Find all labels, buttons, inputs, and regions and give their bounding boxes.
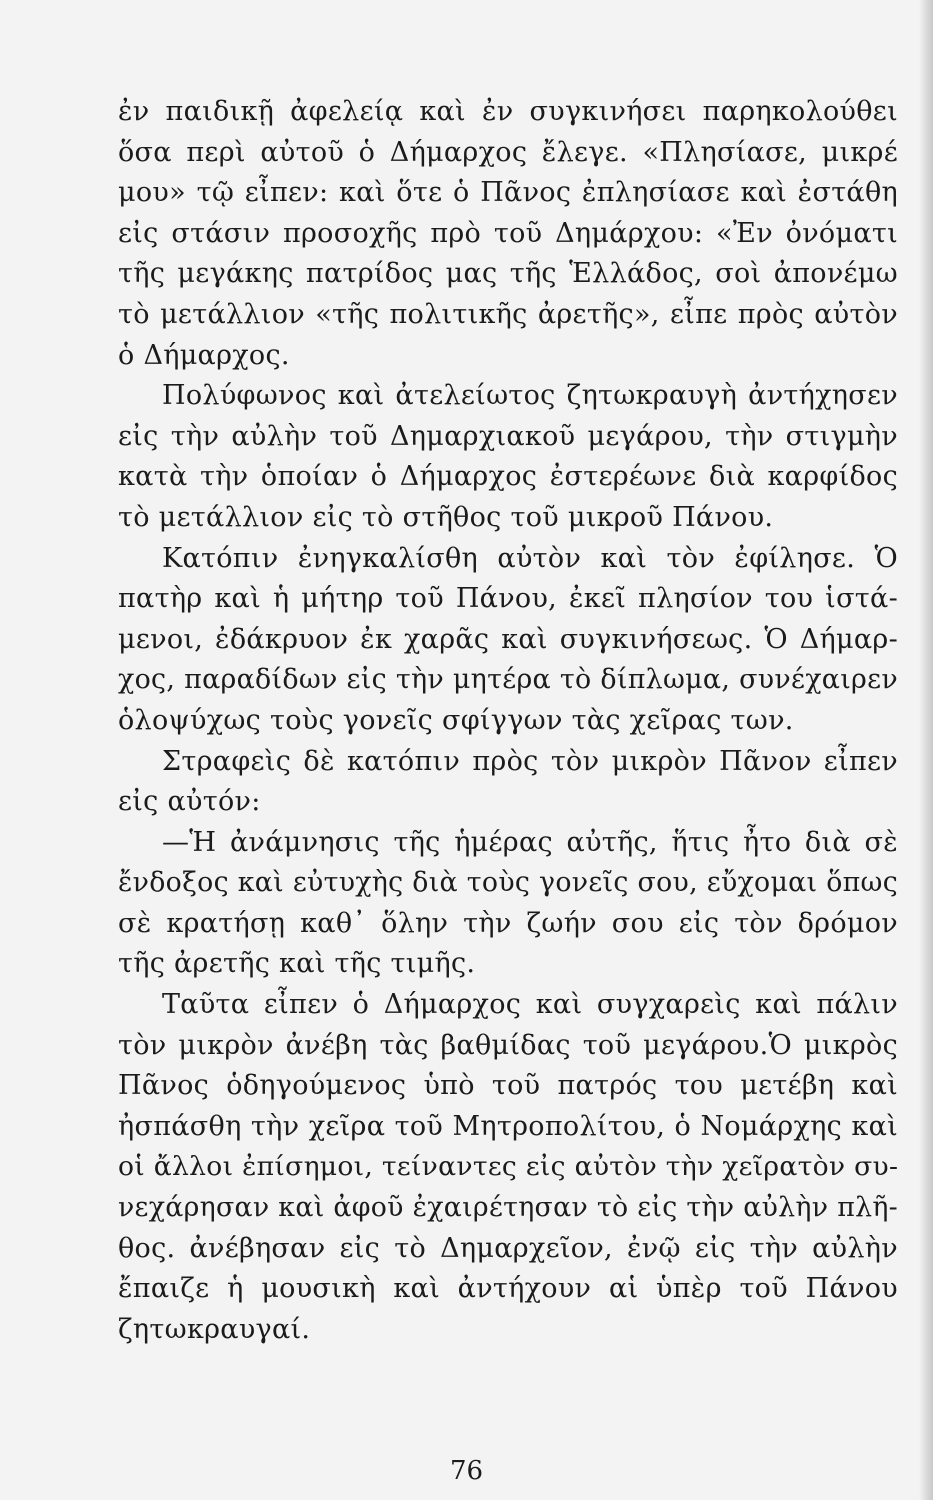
- text-line: ὁλοψύχως τοὺς γονεῖς σφίγγων τὰς χεῖρας των.: [118, 704, 794, 736]
- text-line: ὁ Δήμαρχος.: [118, 339, 290, 371]
- text-line: νεχάρησαν καὶ ἀφοῦ ἐχαιρέτησαν τὸ εἰς τὴν αὐλὴν πλῆ-: [118, 1192, 898, 1224]
- paragraph: [118, 376, 898, 538]
- text-line: Ταῦτα εἶπεν ὁ Δήμαρχος καὶ συγχαρεὶς καὶ πάλιν: [162, 989, 898, 1021]
- text-line: —Ἡ ἀνάμνησις τῆς ἡμέρας αὐτῆς, ἥτις ἦτο διὰ σὲ: [162, 826, 898, 858]
- text-line: θος. ἀνέβησαν εἰς τὸ Δημαρχεῖον, ἐνῷ εἰς τὴν αὐλὴν: [118, 1232, 898, 1264]
- text-line: ἔπαιζε ἡ μουσικὴ καὶ ἀντήχουν αἱ ὑπὲρ τοῦ Πάνου: [118, 1273, 898, 1305]
- page-number: 76: [449, 1456, 484, 1486]
- paragraph: [118, 92, 898, 376]
- text-line: μενοι, ἐδάκρυον ἐκ χαρᾶς καὶ συγκινήσεως. Ὁ Δήμαρ-: [118, 623, 898, 655]
- text-line: Στραφεὶς δὲ κατόπιν πρὸς τὸν μικρὸν Πᾶνον εἶπεν: [162, 745, 898, 777]
- text-line: εἰς τὴν αὐλὴν τοῦ Δημαρχιακοῦ μεγάρου, τὴν στιγμὴν: [118, 420, 898, 452]
- text-line: ἠσπάσθη τὴν χεῖρα τοῦ Μητροπολίτου, ὁ Νομάρχης καὶ: [118, 1110, 898, 1142]
- text-line: τὸν μικρὸν ἀνέβη τὰς βαθμίδας τοῦ μεγάρου.Ὁ μικρὸς: [118, 1029, 898, 1061]
- text-line: εἰς αὐτόν:: [118, 786, 261, 818]
- text-line: τῆς μεγάκης πατρίδος μας τῆς Ἑλλάδος, σοὶ ἀπονέμω: [118, 258, 898, 290]
- text-line: εἰς στάσιν προσοχῆς πρὸ τοῦ Δημάρχου: «Ἐν ὀνόματι: [118, 217, 898, 249]
- text-line: μου» τῷ εἶπεν: καὶ ὅτε ὁ Πᾶνος ἐπλησίασε καὶ ἐστάθη: [118, 177, 898, 209]
- text-line: πατὴρ καὶ ἡ μήτηρ τοῦ Πάνου, ἐκεῖ πλησίον του ἱστά-: [118, 583, 898, 615]
- paragraph: [118, 985, 898, 1350]
- paragraph: [118, 539, 898, 742]
- text-line: ὅσα περὶ αὐτοῦ ὁ Δήμαρχος ἔλεγε. «Πλησίασε, μικρέ: [118, 136, 898, 168]
- page-edge-shadow: [919, 0, 933, 1500]
- text-line: ζητωκραυγαί.: [118, 1313, 311, 1345]
- text-line: ἐν παιδικῇ ἀφελείᾳ καὶ ἐν συγκινήσει παρηκολούθει: [118, 96, 898, 127]
- text-line: Πολύφωνος καὶ ἀτελείωτος ζητωκραυγὴ ἀντήχησεν: [162, 380, 898, 412]
- paragraph: [118, 742, 898, 823]
- text-line: τὸ μετάλλιον «τῆς πολιτικῆς ἀρετῆς», εἶπε πρὸς αὐτὸν: [118, 298, 898, 330]
- body-text: [118, 92, 898, 1350]
- text-line: Πᾶνος ὁδηγούμενος ὑπὸ τοῦ πατρός του μετέβη καὶ: [118, 1070, 898, 1102]
- text-line: τῆς ἀρετῆς καὶ τῆς τιμῆς.: [118, 948, 476, 980]
- text-line: οἱ ἄλλοι ἐπίσημοι, τείναντες εἰς αὐτὸν τὴν χεῖρατὸν συ-: [118, 1151, 899, 1183]
- text-line: χος, παραδίδων εἰς τὴν μητέρα τὸ δίπλωμα, συνέχαιρεν: [118, 664, 898, 696]
- text-line: τὸ μετάλλιον εἰς τὸ στῆθος τοῦ μικροῦ Πάνου.: [118, 501, 774, 533]
- text-line: σὲ κρατήσῃ καθ᾿ ὅλην τὴν ζωήν σου εἰς τὸν δρόμον: [118, 907, 898, 939]
- text-line: Κατόπιν ἐνηγκαλίσθη αὐτὸν καὶ τὸν ἐφίλησε. Ὁ: [162, 542, 898, 574]
- text-line: ἔνδοξος καὶ εὐτυχὴς διὰ τοὺς γονεῖς σου, εὔχομαι ὅπως: [118, 867, 898, 899]
- paragraph: [118, 823, 898, 985]
- text-line: κατὰ τὴν ὁποίαν ὁ Δήμαρχος ἐστερέωνε διὰ καρφίδος: [118, 461, 898, 493]
